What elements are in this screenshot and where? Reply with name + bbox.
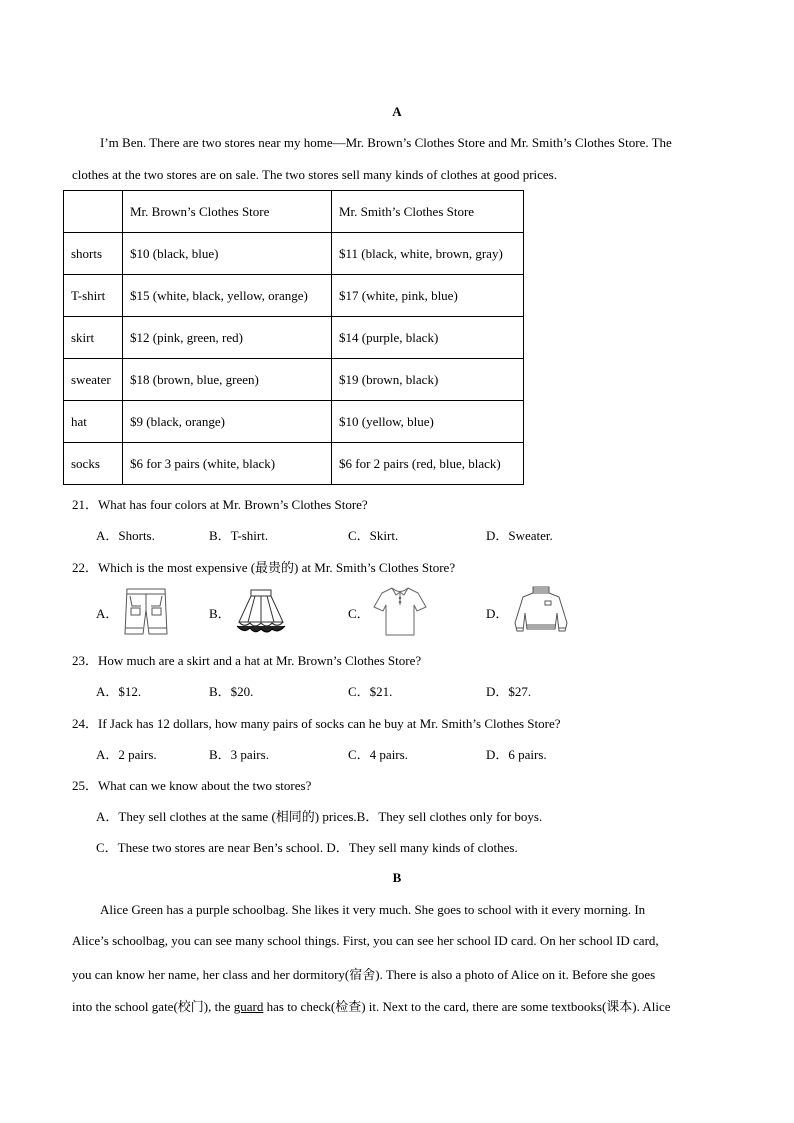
- q21-option-b: B．T-shirt.: [209, 528, 269, 543]
- table-row: [64, 233, 524, 275]
- table-cell: hat: [64, 401, 123, 443]
- section-b-heading: B: [392, 870, 402, 885]
- table-cell: $10 (black, blue): [123, 233, 332, 275]
- table-cell: $14 (purple, black): [332, 317, 524, 359]
- table-cell: $11 (black, white, brown, gray): [332, 233, 524, 275]
- table-cell: shorts: [64, 233, 123, 275]
- q22-option-d: D．: [486, 606, 509, 621]
- q23-option-c: C．$21.: [348, 684, 393, 699]
- passage-text: has to check(检查) it. Next to the card, there are some textbooks(课本). Alice: [263, 999, 671, 1014]
- table-cell: skirt: [64, 317, 123, 359]
- table-cell: $17 (white, pink, blue): [332, 275, 524, 317]
- sweater-icon: [511, 583, 571, 639]
- table-cell: $18 (brown, blue, green): [123, 359, 332, 401]
- q23-option-d: D．$27.: [486, 684, 532, 699]
- table-cell: sweater: [64, 359, 123, 401]
- passage-b-line-2: Alice’s schoolbag, you can see many school things. First, you can see her school ID card. On her school ID card,: [72, 933, 659, 948]
- q25-options-line-2: C．These two stores are near Ben’s school. D．They sell many kinds of clothes.: [96, 840, 518, 855]
- q24-option-a: A．2 pairs.: [96, 747, 157, 762]
- question-22-stem: 22．Which is the most expensive (最贵的) at Mr. Smith’s Clothes Store?: [72, 560, 456, 575]
- q24-option-b: B．3 pairs.: [209, 747, 269, 762]
- table-header-cell: Mr. Smith’s Clothes Store: [332, 191, 524, 233]
- q22-option-c: C．: [348, 606, 370, 621]
- table-row: [64, 359, 524, 401]
- passage-b-line-4: [72, 996, 671, 1015]
- q22-option-b: B．: [209, 606, 231, 621]
- table-cell: T-shirt: [64, 275, 123, 317]
- passage-b-line-3: you can know her name, her class and her dormitory(宿舍). There is also a photo of Alice on it. Before she goes: [72, 967, 656, 982]
- table-header-cell: [64, 191, 123, 233]
- question-25-stem: 25．What can we know about the two stores?: [72, 778, 312, 793]
- table-row: [64, 443, 524, 485]
- passage-b-line-1: [100, 902, 722, 918]
- table-cell: socks: [64, 443, 123, 485]
- table-cell: $9 (black, orange): [123, 401, 332, 443]
- question-24-stem: 24．If Jack has 12 dollars, how many pairs of socks can he buy at Mr. Smith’s Clothes Store?: [72, 716, 561, 731]
- table-row: [64, 275, 524, 317]
- passage-text: Alice Green has a purple schoolbag. She likes it very much. She goes to school with it every morning. In: [100, 902, 646, 917]
- intro-line-2: clothes at the two stores are on sale. The two stores sell many kinds of clothes at good prices.: [72, 167, 557, 182]
- passage-text: into the school gate(校门), the: [72, 999, 234, 1014]
- table-cell: $10 (yellow, blue): [332, 401, 524, 443]
- q23-option-b: B．$20.: [209, 684, 254, 699]
- q24-option-d: D．6 pairs.: [486, 747, 547, 762]
- q21-option-a: A．Shorts.: [96, 528, 155, 543]
- question-21-stem: 21．What has four colors at Mr. Brown’s Clothes Store?: [72, 497, 368, 512]
- question-23-stem: 23．How much are a skirt and a hat at Mr. Brown’s Clothes Store?: [72, 653, 422, 668]
- q25-options-line-1: A．They sell clothes at the same (相同的) prices.B．They sell clothes only for boys.: [96, 809, 543, 824]
- skirt-icon: [234, 588, 288, 636]
- section-a-heading: A: [392, 104, 402, 119]
- table-header-cell: Mr. Brown’s Clothes Store: [123, 191, 332, 233]
- table-row: [64, 401, 524, 443]
- q24-option-c: C．4 pairs.: [348, 747, 408, 762]
- price-table: [63, 190, 524, 485]
- intro-line-1: I’m Ben. There are two stores near my home—Mr. Brown’s Clothes Store and Mr. Smith’s Clothes Store. The: [100, 135, 672, 150]
- underlined-word-guard: guard: [233, 999, 264, 1014]
- shorts-icon: [121, 586, 171, 638]
- table-row: [64, 317, 524, 359]
- q21-option-d: D．Sweater.: [486, 528, 553, 543]
- table-cell: $6 for 3 pairs (white, black): [123, 443, 332, 485]
- q22-option-a: A．: [96, 606, 119, 621]
- table-cell: $19 (brown, black): [332, 359, 524, 401]
- table-cell: $15 (white, black, yellow, orange): [123, 275, 332, 317]
- q23-option-a: A．$12.: [96, 684, 142, 699]
- q21-option-c: C．Skirt.: [348, 528, 399, 543]
- table-header-row: [64, 191, 524, 233]
- tshirt-icon: [372, 585, 428, 637]
- table-cell: $12 (pink, green, red): [123, 317, 332, 359]
- table-cell: $6 for 2 pairs (red, blue, black): [332, 443, 524, 485]
